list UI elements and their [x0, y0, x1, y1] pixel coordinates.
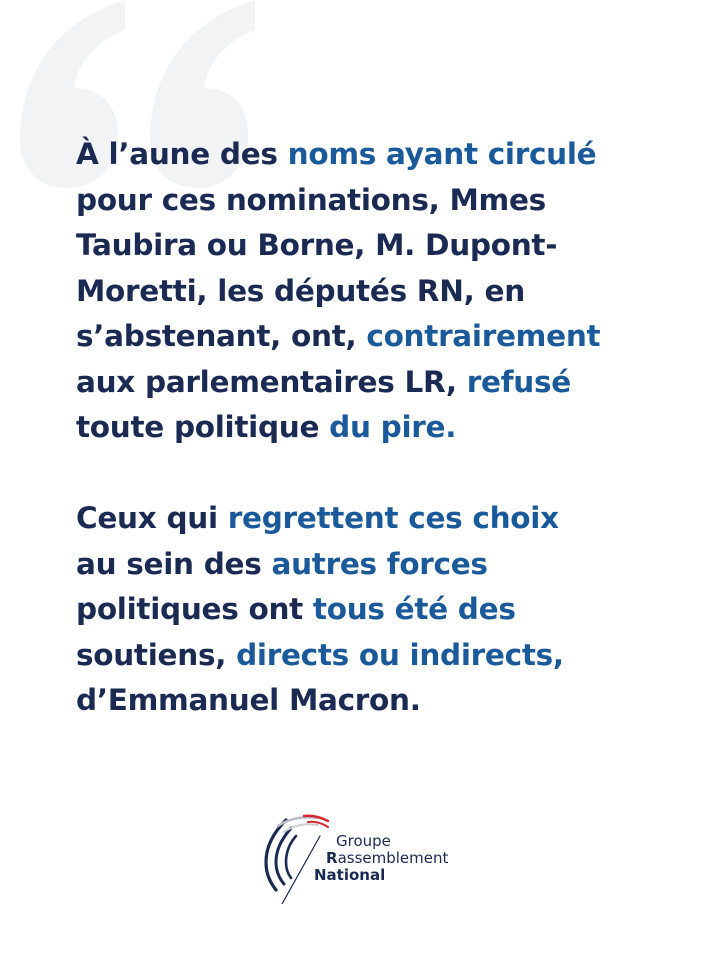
quote-line	[76, 132, 676, 178]
quote-highlight-segment: refusé	[466, 364, 571, 399]
quote-line	[76, 223, 676, 269]
logo-line-national: National	[314, 866, 386, 884]
quote-highlight-segment: noms ayant circulé	[287, 137, 597, 171]
quote-highlight-segment: regrettent ces choix	[227, 501, 559, 535]
quote-line	[76, 314, 676, 360]
logo-line-rassemblement	[314, 850, 448, 867]
quote-line	[76, 587, 676, 633]
quote-segment: Taubira ou Borne, M. Dupont-	[76, 228, 558, 262]
rassemblement-national-logo	[258, 812, 468, 904]
quote-segment: Moretti, les députés RN, en	[76, 273, 525, 308]
quote-text	[76, 132, 676, 724]
quote-segment: aux parlementaires LR,	[76, 364, 467, 399]
logo-line-groupe: Groupe	[336, 832, 391, 850]
quote-line	[76, 405, 676, 451]
quote-segment: soutiens,	[76, 637, 237, 672]
quote-line	[76, 269, 676, 315]
quote-segment: politiques ont	[76, 592, 313, 626]
quote-segment: d’Emmanuel Macron.	[76, 683, 421, 717]
quote-paragraph-2	[76, 496, 676, 724]
quote-paragraph-1	[76, 132, 676, 451]
quote-segment: pour ces nominations, Mmes	[76, 182, 546, 217]
quote-line	[76, 178, 676, 224]
quote-highlight-segment: tous été des	[312, 592, 516, 626]
quote-line	[76, 360, 676, 406]
logo-rassemblement-rest: assemblement	[337, 849, 449, 867]
quote-line	[76, 678, 676, 724]
logo-wordmark	[314, 833, 448, 884]
quote-segment: au sein des	[76, 546, 272, 581]
quote-line	[76, 542, 676, 588]
quote-segment: toute politique	[76, 410, 330, 444]
quote-line	[76, 496, 676, 542]
quote-segment: Ceux qui	[76, 501, 228, 535]
quote-highlight-segment: contrairement	[366, 319, 601, 353]
quote-segment: s’abstenant, ont,	[76, 319, 367, 353]
quote-line	[76, 633, 676, 679]
logo-initial-r: R	[326, 849, 338, 867]
quote-highlight-segment: autres forces	[271, 546, 488, 581]
quote-highlight-segment: du pire.	[329, 410, 457, 444]
quote-highlight-segment: directs ou indirects,	[236, 637, 564, 672]
quote-segment: À l’aune des	[76, 137, 288, 171]
